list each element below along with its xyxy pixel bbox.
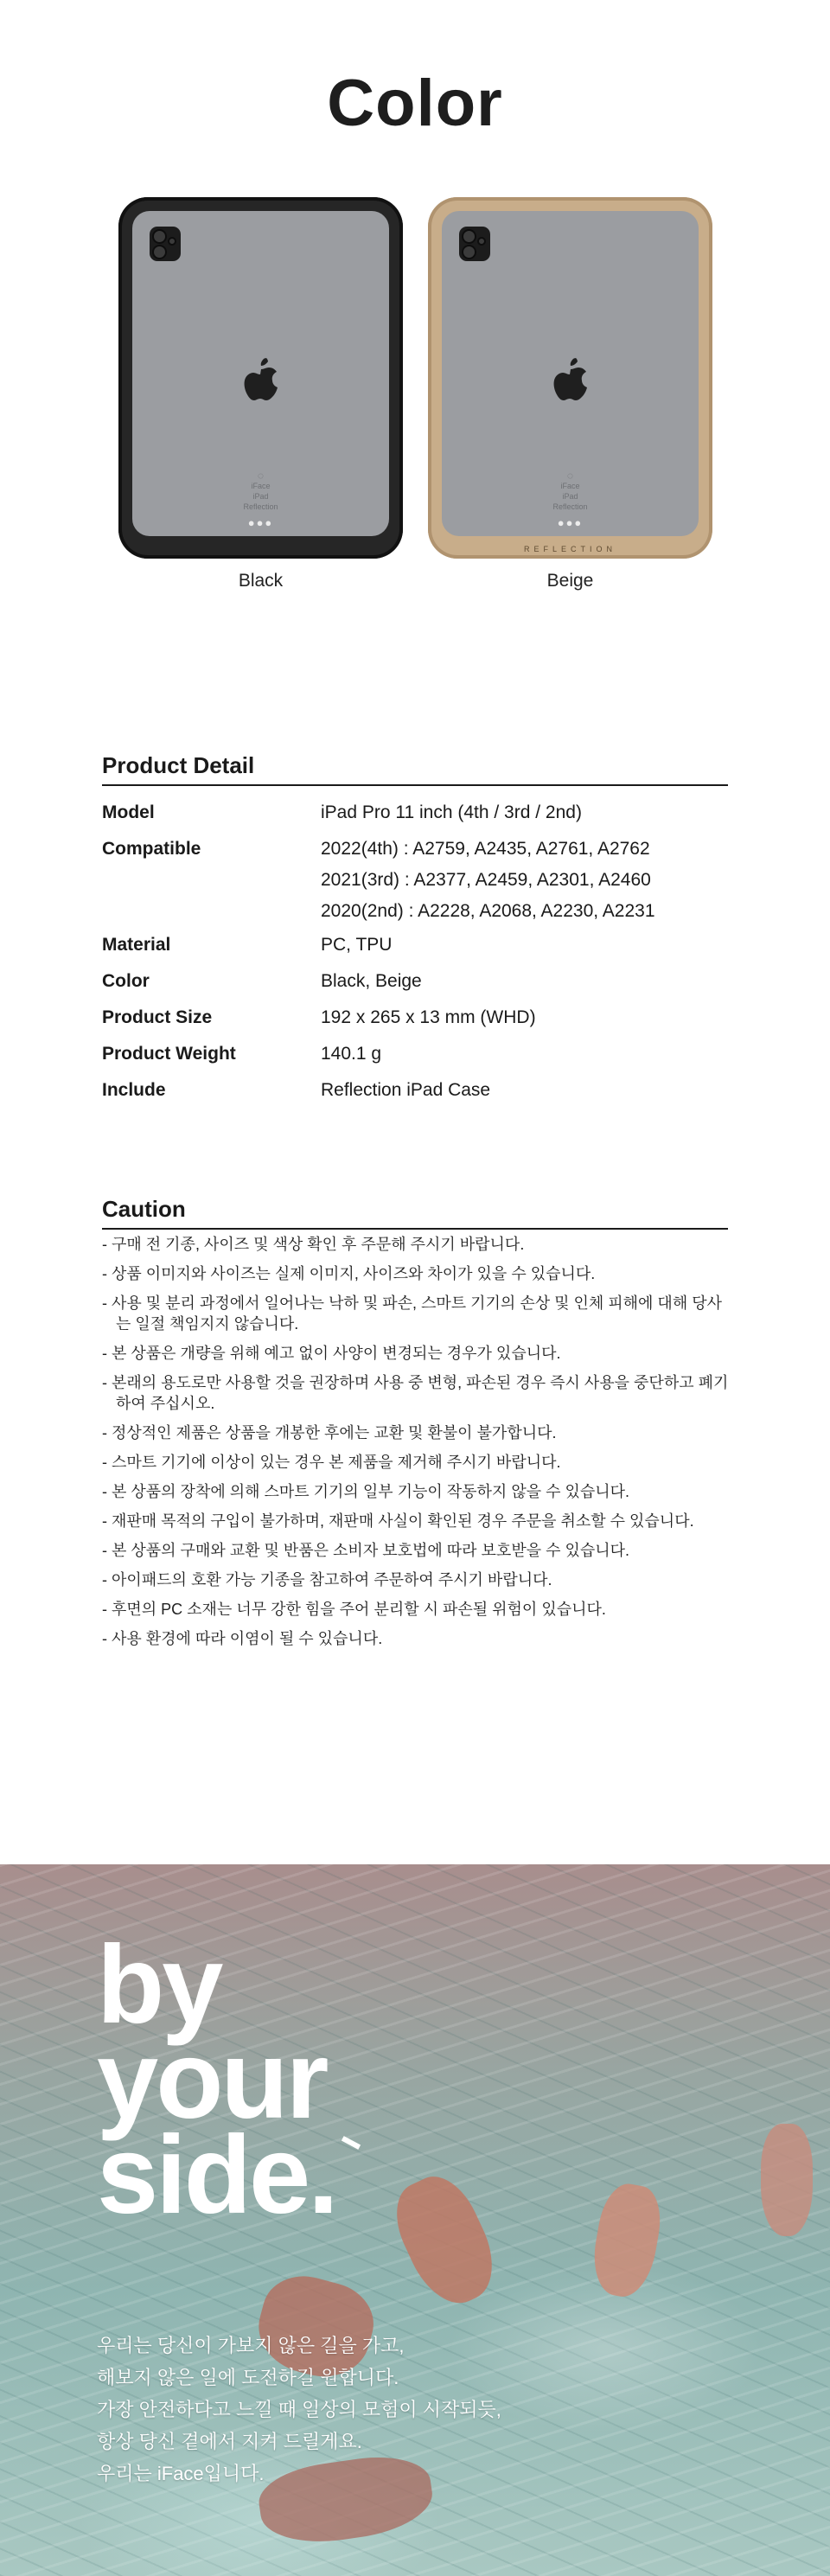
caution-item: - 아이패드의 호환 가능 기종을 참고하여 주문하여 주시기 바랍니다. [102,1569,733,1590]
caution-item: - 본 상품의 구매와 교환 및 반품은 소비자 보호법에 따라 보호받을 수 있습니다. [102,1540,733,1561]
caution-item: - 본 상품의 장착에 의해 스마트 기기의 일부 기능이 작동하지 않을 수 있습니다. [102,1481,733,1502]
device-etched-text: ◌ iFace iPad Reflection [243,470,278,511]
spec-row-model [102,797,728,828]
hero-title: by your side. [97,1938,361,2223]
ipad-back-panel [132,211,389,536]
spec-value: 192 x 265 x 13 mm (WHD) [321,1007,536,1027]
caution-item: - 본 상품은 개량을 위해 예고 없이 사양이 변경되는 경우가 있습니다. [102,1343,733,1364]
spec-label: Product Size [102,1007,213,1027]
camera-module-icon [150,227,181,261]
spec-label: Color [102,971,150,991]
product-detail-heading: Product Detail [102,752,728,786]
caution-item: - 정상적인 제품은 상품을 개봉한 후에는 교환 및 환불이 불가합니다. [102,1422,733,1443]
spec-label: Product Weight [102,1044,236,1064]
caution-list [102,1234,733,1658]
spec-label: Compatible [102,839,201,859]
spec-label: Include [102,1080,166,1100]
spec-row-compatible [102,834,728,927]
variant-label-black: Black [238,571,284,591]
spec-value: 140.1 g [321,1044,382,1064]
case-brand-text: REFLECTION [523,545,616,553]
ipad-case-beige-image [428,197,712,559]
spec-row-size [102,1002,728,1033]
caution-item: - 본래의 용도로만 사용할 것을 권장하며 사용 중 변형, 파손된 경우 즉시 사용을 중단하고 폐기하여 주십시오. [102,1372,733,1414]
spec-label: Material [102,935,171,955]
spec-row-color [102,966,728,997]
spec-value: iPad Pro 11 inch (4th / 3rd / 2nd) [321,802,582,822]
device-etched-text: ◌ iFace iPad Reflection [552,470,588,511]
caution-item: - 후면의 PC 소재는 너무 강한 힘을 주어 분리할 시 파손될 위험이 있습니다. [102,1599,733,1620]
caution-item: - 재판매 목적의 구입이 불가하며, 재판매 사실이 확인된 경우 주문을 취소할 수 있습니다. [102,1511,733,1531]
caution-item: - 구매 전 기종, 사이즈 및 색상 확인 후 주문해 주시기 바랍니다. [102,1234,733,1255]
caution-item: - 스마트 기기에 이상이 있는 경우 본 제품을 제거해 주시기 바랍니다. [102,1452,733,1473]
camera-module-icon [459,227,490,261]
swimmer-figure [383,2165,508,2316]
spec-value: Black, Beige [321,971,422,991]
swimmer-figure [761,2124,813,2236]
hero-copy: 우리는 당신이 가보지 않은 길을 가고, 해보지 않은 일에 도전하길 원합니다. 가장 안전하다고 느낄 때 일상의 모험이 시작되듯, 항상 당신 곁에서 지켜 드릴게요. 우리는 iFace입니다. [97,2335,501,2484]
hero-banner-image [0,1864,830,2576]
variant-label-beige: Beige [546,571,594,591]
spec-row-material [102,930,728,961]
spec-row-include [102,1075,728,1106]
spec-value: Reflection iPad Case [321,1080,491,1100]
swimmer-figure [587,2180,667,2301]
smart-connector-dots: ●●● [557,516,584,529]
apple-logo-icon [241,358,281,405]
spec-label: Model [102,802,155,822]
smart-connector-dots: ●●● [247,516,274,529]
caution-item: - 사용 및 분리 과정에서 일어나는 낙하 및 파손, 스마트 기기의 손상 및 인체 피해에 대해 당사는 일절 책임지지 않습니다. [102,1293,733,1334]
caution-item: - 사용 환경에 따라 이염이 될 수 있습니다. [102,1628,733,1649]
caution-item: - 상품 이미지와 사이즈는 실제 이미지, 사이즈와 차이가 있을 수 있습니다. [102,1263,733,1284]
spec-value: PC, TPU [321,935,393,955]
caution-heading: Caution [102,1196,728,1230]
color-title: Color [327,67,503,140]
spec-value: 2022(4th) : A2759, A2435, A2761, A2762 2021(3rd) : A2377, A2459, A2301, A2460 2020(2nd) : A2228, A2068, A2230, A2231 [321,839,655,921]
ipad-back-panel [442,211,699,536]
spec-row-weight [102,1039,728,1070]
apple-logo-icon [551,358,591,405]
ipad-case-black-image [118,197,403,559]
